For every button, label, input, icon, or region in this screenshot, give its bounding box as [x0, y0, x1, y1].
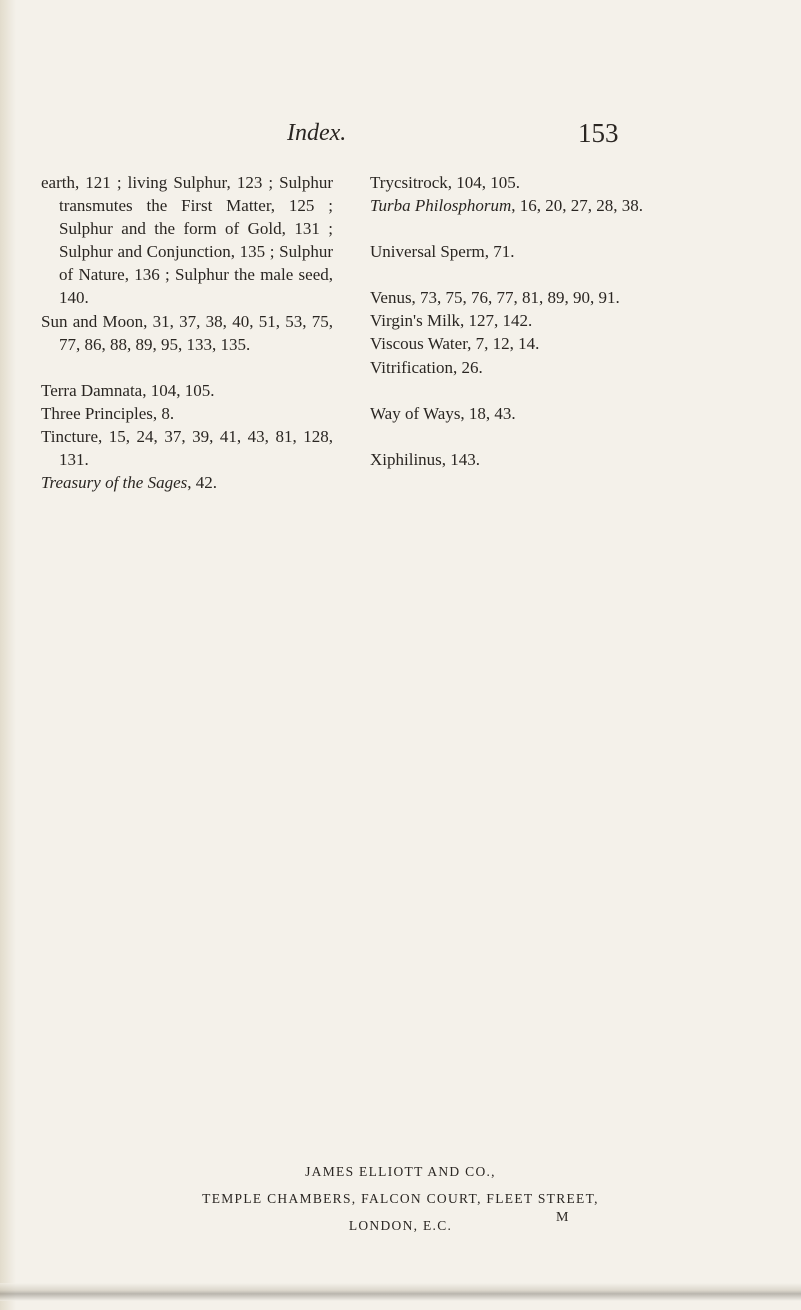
index-entry: Viscous Water, 7, 12, 14. [370, 334, 540, 354]
index-entry: Universal Sperm, 71. [370, 242, 515, 262]
page-edge [0, 0, 16, 1310]
running-header [0, 120, 801, 160]
index-entry: Venus, 73, 75, 76, 77, 81, 89, 90, 91. [370, 288, 620, 308]
printer-imprint [0, 1158, 801, 1239]
page-number: 153 [578, 118, 619, 148]
index-entry: Three Principles, 8. [41, 403, 175, 423]
section-gap [41, 356, 333, 379]
index-entry: Sun and Moon, 31, 37, 38, 40, 51, 53, 75, 77, 86, 88, 89, 95, 133, 135. [41, 311, 333, 354]
index-entry: Vitrification, 26. [370, 357, 483, 377]
index-entry-title: Turba Philosphorum [370, 196, 512, 216]
imprint-line: TEMPLE CHAMBERS, FALCON COURT, FLEET STREET, [202, 1191, 599, 1206]
index-entry-pages: , 42. [187, 473, 217, 493]
running-head-title: Index. [287, 120, 347, 146]
index-entry-title: Treasury of the Sages [41, 473, 188, 493]
imprint-line: LONDON, E.C. [348, 1218, 453, 1233]
index-entry-pages: , 16, 20, 27, 28, 38. [511, 196, 643, 216]
section-gap [370, 379, 670, 402]
index-entry: Way of Ways, 18, 43. [370, 403, 516, 423]
index-entry [370, 194, 670, 217]
index-column-left [41, 171, 333, 494]
index-column-right [370, 171, 670, 471]
imprint-line: JAMES ELLIOTT AND CO., [305, 1164, 496, 1179]
section-gap [370, 263, 670, 286]
index-entry: Terra Damnata, 104, 105. [41, 380, 215, 400]
section-gap [370, 217, 670, 240]
index-entry: Trycsitrock, 104, 105. [370, 173, 521, 192]
index-entry: earth, 121 ; living Sulphur, 123 ; Sulphur transmutes the First Matter, 125 ; Sulphur and the form of Gold, 131 ; Sulphur and Conjunction, 135 ; Sulphur of Nature, 136 ; Sulphur the male seed, 140. [41, 173, 333, 308]
index-entry: Xiphilinus, 143. [370, 449, 481, 469]
section-gap [370, 425, 670, 448]
index-entry: Virgin's Milk, 127, 142. [370, 311, 533, 331]
signature-mark: M [556, 1210, 569, 1225]
page-bottom-edge [0, 1283, 801, 1301]
index-entry [41, 471, 333, 494]
index-entry: Tincture, 15, 24, 37, 39, 41, 43, 81, 128, 131. [41, 426, 333, 470]
